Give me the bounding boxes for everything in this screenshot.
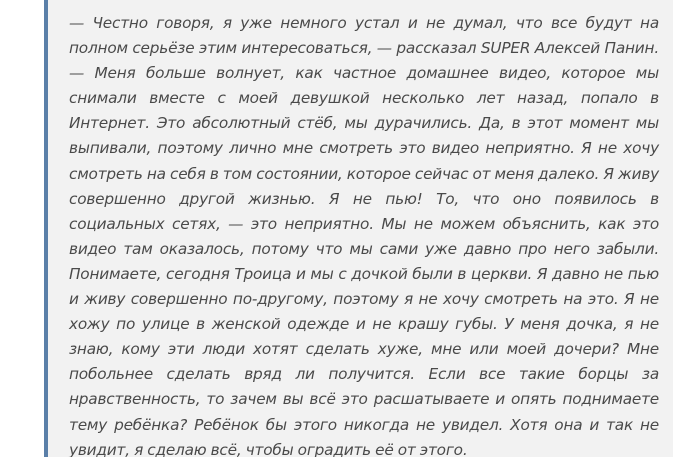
quote-text: — Честно говоря, я уже немного устал и не думал, что все будут на полном серьёзе этим интересоваться, — рассказал SUPER Алексей Панин. — Меня больше волнует, как частное домашнее видео, которое мы снимали вместе с моей девушкой несколько лет назад, попало в Интернет. Это абсолютный стёб, мы дурачились. Да, в этот момент мы выпивали, поэтому лично мне смотреть это видео неприятно. Я не хочу смотреть на себя в том состоянии, которое сейчас от меня далеко. Я живу совершенно другой жизнью. Я не пью! То, что оно появилось в социальных сетях, — это неприятно. Мы не можем объяснить, как это видео там оказалось, потому что мы сами уже давно про него забыли. Понимаете, сегодня Троица и мы с дочкой были в церкви. Я давно не пью и живу совершенно по-другому, поэтому я не хочу смотреть на это. Я не хожу по улице в женской одежде и не крашу губы. У меня дочка, я не знаю, кому эти люди хотят сделать хуже, мне или моей дочери? Мне побольнее сделать вряд ли получится. Если все такие борцы за нравственность, то зачем вы всё это расшатываете и опять поднимаете тему ребёнка? Ребёнок бы этого никогда не увидел. Хотя она и так не увидит, я сделаю всё, чтобы оградить её от этого. bbox=[69, 14, 659, 457]
blockquote bbox=[44, 0, 673, 457]
